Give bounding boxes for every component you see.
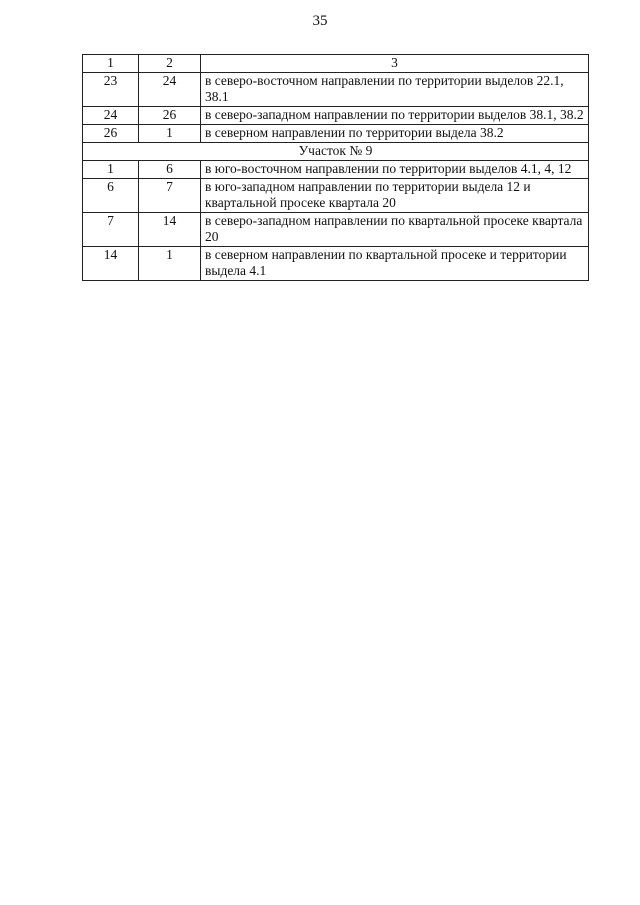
table-header-row	[83, 55, 589, 73]
row-to-point: 1	[139, 125, 201, 143]
column-header-1: 1	[83, 55, 139, 73]
table-row	[83, 213, 589, 247]
section-title: Участок № 9	[83, 143, 589, 161]
row-to-point: 14	[139, 213, 201, 247]
table-row	[83, 73, 589, 107]
row-from-point: 7	[83, 213, 139, 247]
row-to-point: 26	[139, 107, 201, 125]
table-row	[83, 125, 589, 143]
row-from-point: 14	[83, 247, 139, 281]
row-from-point: 1	[83, 161, 139, 179]
column-header-3: 3	[201, 55, 589, 73]
table-row	[83, 179, 589, 213]
row-description: в северо-западном направлении по территории выделов 38.1, 38.2	[201, 107, 589, 125]
row-description: в северо-восточном направлении по территории выделов 22.1, 38.1	[201, 73, 589, 107]
row-description: в северном направлении по квартальной просеке и территории выдела 4.1	[201, 247, 589, 281]
row-from-point: 6	[83, 179, 139, 213]
row-from-point: 26	[83, 125, 139, 143]
row-to-point: 24	[139, 73, 201, 107]
row-to-point: 1	[139, 247, 201, 281]
page-number: 35	[312, 13, 328, 29]
row-to-point: 6	[139, 161, 201, 179]
row-description: в юго-восточном направлении по территории выделов 4.1, 4, 12	[201, 161, 589, 179]
row-to-point: 7	[139, 179, 201, 213]
row-description: в северном направлении по территории выдела 38.2	[201, 125, 589, 143]
table-row	[83, 107, 589, 125]
row-description: в юго-западном направлении по территории выдела 12 и квартальной просеке квартала 20	[201, 179, 589, 213]
row-description: в северо-западном направлении по квартальной просеке квартала 20	[201, 213, 589, 247]
table-row	[83, 161, 589, 179]
column-header-2: 2	[139, 55, 201, 73]
table-row	[83, 247, 589, 281]
row-from-point: 24	[83, 107, 139, 125]
row-from-point: 23	[83, 73, 139, 107]
boundary-description-table	[82, 54, 589, 281]
section-header-row	[83, 143, 589, 161]
